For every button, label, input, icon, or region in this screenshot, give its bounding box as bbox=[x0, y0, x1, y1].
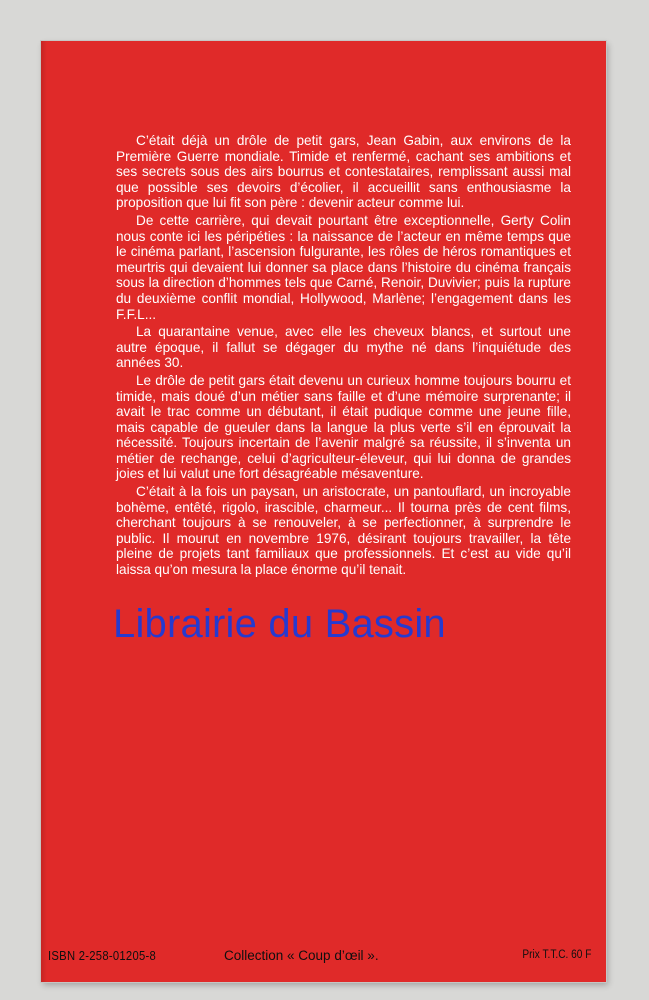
isbn-number: ISBN 2-258-01205-8 bbox=[48, 949, 157, 963]
blurb-paragraph-2: De cette carrière, qui devait pourtant être exceptionnelle, Gerty Colin nous conte ici les péripéties : la naissance de l’acteur en même temps que le cinéma parlant, l’ascension fulgurante, les rôles de héros romantiques et meurtris qui devaient lui donner sa place dans l’histoire du cinéma français sous la direction d’hommes tels que Carné, Renoir, Duvivier; puis la rupture du deuxième conflit mondial, Hollywood, Marlène; l’engagement dans les F.F.L... bbox=[116, 212, 571, 322]
cover-footer bbox=[41, 949, 606, 969]
blurb-paragraph-5: C’était à la fois un paysan, un aristocrate, un pantouflard, un incroyable bohème, entêté, rigolo, irascible, charmeur... Il tourna près de cent films, cherchant toujours à se renouveler, à se perfectionner, à surprendre le public. Il mourut en novembre 1976, désirant toujours travailler, la tête pleine de projets tant familiaux que professionnels. Et c’est au vide qu’il laissa qu’on mesura la place énorme qu’il tenait. bbox=[116, 484, 571, 578]
bookseller-watermark: Librairie du Bassin bbox=[113, 602, 446, 646]
blurb-paragraph-1: C’était déjà un drôle de petit gars, Jean Gabin, aux environs de la Première Guerre mondiale. Timide et renfermé, cachant ses ambitions et ses secrets sous des airs bourrus et contestataires, remplissant aussi mal que possible ses devoirs d’écolier, il accueillit sans enthousiasme la proposition que lui fit son père : devenir acteur comme lui. bbox=[116, 133, 571, 211]
price-label: Prix T.T.C. 60 F bbox=[522, 949, 591, 961]
collection-name: Collection « Coup d’œil ». bbox=[224, 948, 379, 963]
book-back-cover bbox=[41, 41, 606, 982]
blurb-paragraph-4: Le drôle de petit gars était devenu un curieux homme toujours bourru et timide, mais doué d’un métier sans faille et d’une mémoire surprenante; il avait le trac comme un débutant, il était pudique comme une jeune fille, mais capable de gueuler dans la langue la plus verte s’il en éprouvait la nécessité. Toujours incertain de l’avenir malgré sa réussite, il s’inventa un métier de rechange, celui d’agriculteur-éleveur, qui lui donna de grandes joies et lui valut une fort désagréable mésaventure. bbox=[116, 372, 571, 482]
back-cover-blurb bbox=[116, 133, 571, 580]
spine-shadow bbox=[41, 41, 47, 982]
blurb-paragraph-3: La quarantaine venue, avec elle les cheveux blancs, et surtout une autre époque, il fallut se dégager du mythe né dans l’inquiétude des années 30. bbox=[116, 324, 571, 371]
